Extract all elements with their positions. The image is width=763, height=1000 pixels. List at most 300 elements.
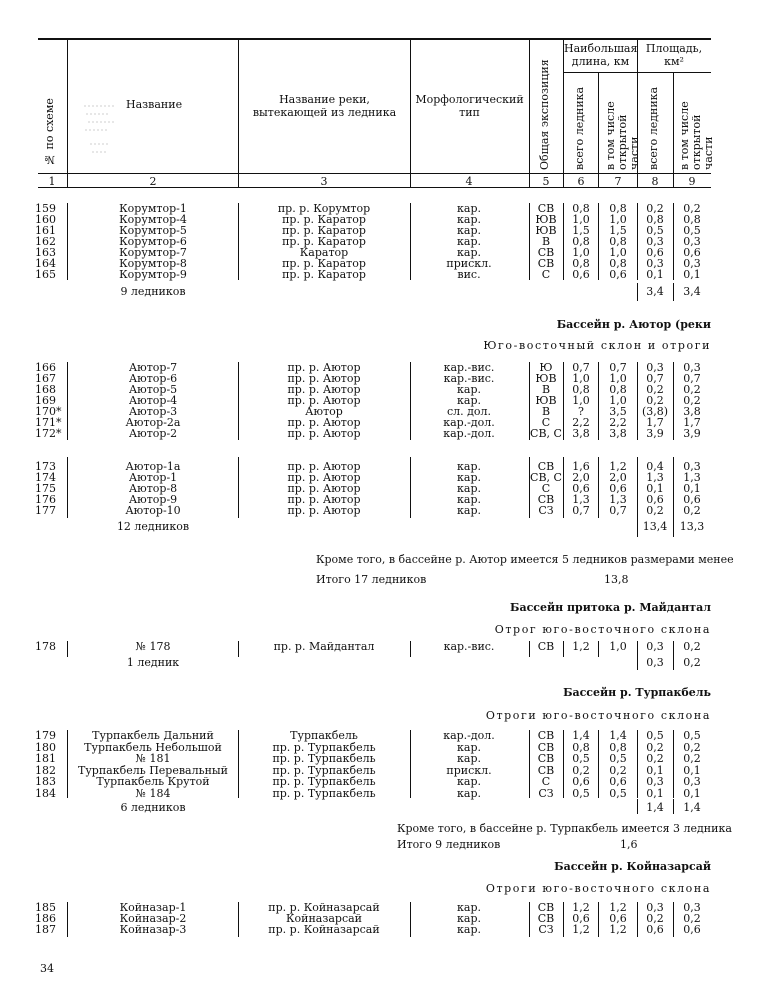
summary-area-total: 1,4 — [646, 801, 664, 814]
glacier-name: Турпакбель Крутой — [96, 775, 210, 788]
col-divider — [637, 457, 638, 518]
river-name: пр. р. Аютор — [287, 460, 361, 473]
morph-type: кар.-дол. — [443, 416, 495, 429]
col-divider — [410, 203, 411, 280]
length-open: 1,0 — [609, 246, 627, 259]
area-open: 0,3 — [683, 235, 701, 248]
col-divider — [637, 799, 638, 814]
length-total: 0,6 — [572, 775, 590, 788]
row-number: 177 — [35, 504, 56, 517]
area-total: 0,3 — [646, 235, 664, 248]
summary-area-total: 3,4 — [646, 285, 664, 298]
col-divider — [637, 641, 638, 657]
row-number: 174 — [35, 471, 56, 484]
col-divider — [238, 457, 239, 518]
length-open: 0,6 — [609, 775, 627, 788]
col-divider — [67, 362, 68, 440]
exposure: В — [541, 405, 551, 418]
river-name: пр. р. Аютор — [287, 427, 361, 440]
row-number: 164 — [35, 257, 56, 270]
area-open: 0,6 — [683, 923, 701, 936]
turp-total-value: 1,6 — [620, 838, 638, 851]
summary-label: 12 ледников — [116, 520, 190, 533]
length-total: 1,6 — [572, 460, 590, 473]
page-number: 34 — [40, 962, 54, 975]
col-divider — [529, 902, 530, 937]
col-divider — [67, 457, 68, 518]
col-divider — [563, 641, 564, 657]
area-open: 0,2 — [683, 740, 701, 754]
colnum: 7 — [614, 175, 622, 188]
length-total: 1,3 — [572, 493, 590, 506]
area-total: 0,3 — [646, 257, 664, 270]
area-open: 0,2 — [683, 202, 701, 215]
area-open: 0,7 — [683, 372, 701, 385]
col-divider — [598, 730, 599, 798]
col-divider — [598, 457, 599, 518]
row-number: 163 — [35, 246, 56, 259]
length-open: 1,0 — [609, 372, 627, 385]
glacier-name: Койназар-3 — [119, 923, 187, 936]
area-total: 0,4 — [646, 460, 664, 473]
glacier-name: Аютор-1 — [128, 471, 178, 484]
area-total: 0,8 — [646, 213, 664, 226]
length-total: 2,0 — [572, 471, 590, 484]
colnum: 1 — [48, 175, 56, 188]
area-open: 3,8 — [683, 405, 701, 418]
area-open: 0,5 — [683, 729, 701, 742]
section-sub-maid: Отрог юго-восточного склона — [494, 623, 711, 636]
river-name: пр. р. Турпакбель — [272, 775, 376, 788]
aiutor-note: Кроме того, в бассейне р. Аютор имеется 5 ледников размерами менее — [316, 553, 734, 566]
col-divider — [529, 730, 530, 798]
row-number: 185 — [35, 901, 56, 914]
col-divider — [529, 203, 530, 280]
length-total: 0,8 — [572, 383, 590, 396]
length-open: 0,6 — [609, 912, 627, 925]
morph-type: сл. дол. — [446, 405, 492, 418]
area-total: 0,7 — [646, 372, 664, 385]
header-river: Название реки, вытекающей из ледника — [252, 93, 397, 119]
row-number: 162 — [35, 235, 56, 248]
exposure: СВ, С — [530, 471, 562, 484]
river-name: Турпакбель — [290, 729, 358, 742]
morph-type: вис. — [457, 268, 481, 281]
length-open: 0,5 — [609, 752, 627, 765]
glacier-name: Корумтор-9 — [119, 268, 187, 281]
river-name: пр. р. Каратор — [282, 235, 366, 248]
area-total: 0,2 — [646, 912, 664, 925]
section-title-maid: Бассейн притока р. Майдантал — [510, 601, 711, 614]
morph-type: кар. — [457, 460, 481, 473]
area-total: 0,2 — [646, 394, 664, 407]
col-divider — [637, 283, 638, 301]
glacier-name: Корумтор-4 — [119, 213, 187, 226]
header-area-open: в том числе открытой части — [678, 101, 715, 170]
glacier-name: Корумтор-7 — [119, 246, 187, 259]
morph-type: кар. — [457, 235, 481, 248]
glacier-name: Аютор-1а — [125, 460, 181, 473]
length-total: 1,2 — [572, 901, 590, 914]
area-open: 0,3 — [683, 361, 701, 374]
glacier-name: Корумтор-1 — [119, 202, 187, 215]
glacier-name: № 181 — [135, 752, 171, 765]
row-number: 176 — [35, 493, 56, 506]
exposure: СЗ — [538, 923, 554, 936]
col-divider — [673, 902, 674, 937]
length-open: 3,8 — [609, 427, 627, 440]
col-divider — [673, 656, 674, 670]
length-open: 3,5 — [609, 405, 627, 418]
col-divider — [563, 457, 564, 518]
col-divider — [673, 203, 674, 280]
summary-area-open: 0,2 — [683, 656, 701, 669]
morph-type: кар.-вис. — [443, 372, 495, 385]
length-total: 0,8 — [572, 235, 590, 248]
exposure: СВ — [537, 493, 555, 506]
morph-type: прискл. — [446, 257, 492, 270]
col-divider — [673, 518, 674, 537]
summary-label: 6 ледников — [120, 801, 186, 814]
col-divider — [673, 799, 674, 814]
morph-type: кар. — [457, 740, 481, 754]
area-total: 0,1 — [646, 763, 664, 777]
river-name: пр. р. Майдантал — [273, 640, 375, 653]
summary-area-total: 13,4 — [642, 520, 668, 533]
exposure: ЮВ — [535, 394, 557, 407]
area-open: 0,5 — [683, 224, 701, 237]
length-open: 0,8 — [609, 235, 627, 248]
area-total: 1,3 — [646, 471, 664, 484]
summary-area-open: 1,4 — [683, 801, 701, 814]
morph-type: кар. — [457, 786, 481, 800]
col-divider — [410, 641, 411, 657]
morph-type: кар.-дол. — [443, 427, 495, 440]
area-total: 0,6 — [646, 246, 664, 259]
col-divider — [637, 362, 638, 440]
glacier-name: Аютор-8 — [128, 482, 178, 495]
col-divider — [529, 457, 530, 518]
header-length-group — [564, 42, 637, 68]
header-area-group-text: Площадь, км² — [645, 42, 703, 68]
subheader-rule — [563, 72, 711, 73]
length-open: 0,8 — [609, 257, 627, 270]
length-open: 1,5 — [609, 224, 627, 237]
exposure: СВ — [537, 763, 555, 777]
morph-type: кар. — [457, 504, 481, 517]
morph-type: прискл. — [446, 763, 492, 777]
length-open: 1,2 — [609, 460, 627, 473]
exposure: СВ — [537, 202, 555, 215]
summary-area-total: 0,3 — [646, 656, 664, 669]
glacier-name: Аютор-2а — [125, 416, 181, 429]
header-area-total: всего ледника — [647, 86, 660, 170]
row-number: 166 — [35, 361, 56, 374]
col-divider — [673, 362, 674, 440]
length-open: 0,8 — [609, 202, 627, 215]
col-divider — [410, 38, 411, 187]
row-number: 168 — [35, 383, 56, 396]
header-morph: Морфологический тип — [415, 93, 524, 119]
morph-type: кар. — [457, 202, 481, 215]
exposure: СЗ — [538, 504, 554, 517]
area-total: 0,6 — [646, 923, 664, 936]
length-total: 0,5 — [572, 752, 590, 765]
col-divider — [238, 902, 239, 937]
glacier-name: № 178 — [135, 640, 171, 653]
exposure: В — [541, 235, 551, 248]
morph-type: кар. — [457, 246, 481, 259]
table-top-rule — [38, 38, 711, 40]
river-name: пр. р. Турпакбель — [272, 786, 376, 800]
section-sub-koi: Отроги юго-восточного склона — [485, 882, 711, 895]
length-open: 1,0 — [609, 394, 627, 407]
header-length-total: всего ледника — [573, 86, 586, 170]
exposure: С — [541, 482, 551, 495]
row-number: 175 — [35, 482, 56, 495]
col-divider — [238, 203, 239, 280]
col-divider — [598, 362, 599, 440]
col-divider — [673, 73, 674, 187]
river-name: пр. р. Аютор — [287, 493, 361, 506]
section-sub-turp: Отроги юго-восточного склона — [485, 709, 711, 722]
col-divider — [563, 902, 564, 937]
area-total: 0,2 — [646, 202, 664, 215]
morph-type: кар.-дол. — [443, 729, 495, 742]
col-divider — [410, 362, 411, 440]
col-divider — [238, 641, 239, 657]
river-name: пр. р. Каратор — [282, 268, 366, 281]
glacier-name: Аютор-3 — [128, 405, 178, 418]
row-number: 165 — [35, 268, 56, 281]
glacier-name: № 184 — [135, 786, 171, 800]
length-total: 1,5 — [572, 224, 590, 237]
length-total: 0,6 — [572, 482, 590, 495]
section-title-aiutor: Бассейн р. Аютор (реки — [556, 318, 711, 331]
row-number: 171* — [35, 416, 62, 429]
area-total: 0,3 — [646, 901, 664, 914]
aiutor-total-value: 13,8 — [604, 573, 629, 586]
area-open: 0,6 — [683, 493, 701, 506]
exposure: СВ — [537, 460, 555, 473]
row-number: 184 — [35, 786, 56, 800]
col-divider — [238, 730, 239, 798]
glacier-name: Турпакбель Перевальный — [77, 763, 229, 777]
morph-type: кар. — [457, 912, 481, 925]
river-name: Каратор — [299, 246, 349, 259]
area-total: 0,5 — [646, 729, 664, 742]
glacier-name: Аютор-7 — [128, 361, 178, 374]
length-total: 1,4 — [572, 729, 590, 742]
section-title-koi: Бассейн р. Койназарсай — [554, 860, 711, 873]
header-bottom-rule — [38, 173, 711, 174]
river-name: пр. р. Аютор — [287, 482, 361, 495]
river-name: пр. р. Аютор — [287, 471, 361, 484]
area-open: 1,7 — [683, 416, 701, 429]
header-num: № по схеме — [43, 98, 56, 166]
length-total: ? — [578, 405, 584, 418]
row-number: 181 — [35, 752, 56, 765]
aiutor-total: Итого 17 ледников — [316, 573, 427, 586]
length-open: 1,4 — [609, 729, 627, 742]
summary-area-open: 3,4 — [683, 285, 701, 298]
col-divider — [637, 902, 638, 937]
section-title-turp: Бассейн р. Турпакбель — [563, 686, 711, 699]
exposure: СЗ — [538, 786, 554, 800]
header-name: Название — [126, 98, 183, 111]
row-number: 186 — [35, 912, 56, 925]
exposure: СВ — [537, 901, 555, 914]
row-number: 178 — [35, 640, 56, 653]
glacier-name: Аютор-4 — [128, 394, 178, 407]
glacier-name: Койназар-2 — [119, 912, 187, 925]
area-open: 0,1 — [683, 786, 701, 800]
col-divider — [410, 730, 411, 798]
exposure: С — [541, 416, 551, 429]
length-open: 0,6 — [609, 482, 627, 495]
river-name: пр. р. Турпакбель — [272, 752, 376, 765]
row-number: 167 — [35, 372, 56, 385]
morph-type: кар. — [457, 394, 481, 407]
col-divider — [67, 730, 68, 798]
area-open: 0,3 — [683, 460, 701, 473]
col-divider — [637, 730, 638, 798]
col-divider — [563, 730, 564, 798]
exposure: ЮВ — [535, 372, 557, 385]
col-divider — [598, 203, 599, 280]
area-open: 0,2 — [683, 394, 701, 407]
length-open: 0,2 — [609, 763, 627, 777]
glacier-name: Турпакбель Дальний — [92, 729, 214, 742]
row-number: 160 — [35, 213, 56, 226]
col-divider — [598, 641, 599, 657]
river-name: пр. р. Аютор — [287, 504, 361, 517]
morph-type: кар. — [457, 493, 481, 506]
exposure: ЮВ — [535, 213, 557, 226]
glacier-name: Аютор-6 — [128, 372, 178, 385]
river-name: пр. р. Каратор — [282, 213, 366, 226]
area-total: 0,2 — [646, 752, 664, 765]
row-number: 172* — [35, 427, 62, 440]
morph-type: кар. — [457, 383, 481, 396]
morph-type: кар. — [457, 471, 481, 484]
glacier-name: Аютор-5 — [128, 383, 178, 396]
length-total: 0,8 — [572, 202, 590, 215]
col-divider — [563, 362, 564, 440]
area-total: 0,2 — [646, 504, 664, 517]
section-sub-aiutor: Юго-восточный склон и отроги — [483, 339, 711, 352]
col-divider — [673, 730, 674, 798]
river-name: пр. р. Турпакбель — [272, 763, 376, 777]
area-total: 0,2 — [646, 383, 664, 396]
header-length-open: в том числе открытой части — [604, 101, 641, 170]
area-total: 0,3 — [646, 640, 664, 653]
length-total: 3,8 — [572, 427, 590, 440]
area-total: 3,9 — [646, 427, 664, 440]
length-total: 2,2 — [572, 416, 590, 429]
row-number: 159 — [35, 202, 56, 215]
river-name: пр. р. Аютор — [287, 383, 361, 396]
row-number: 180 — [35, 740, 56, 754]
col-divider — [673, 283, 674, 301]
header-expo: Общая экспозиция — [538, 59, 551, 170]
col-divider — [67, 38, 68, 187]
morph-type: кар. — [457, 923, 481, 936]
turp-total: Итого 9 ледников — [397, 838, 501, 851]
area-open: 0,3 — [683, 257, 701, 270]
length-total: 1,0 — [572, 213, 590, 226]
length-total: 1,0 — [572, 246, 590, 259]
colnum: 6 — [577, 175, 585, 188]
length-total: 0,6 — [572, 912, 590, 925]
glacier-name: Корумтор-6 — [119, 235, 187, 248]
length-open: 1,0 — [609, 640, 627, 653]
area-total: 0,3 — [646, 361, 664, 374]
area-open: 0,2 — [683, 912, 701, 925]
area-open: 3,9 — [683, 427, 701, 440]
length-total: 1,2 — [572, 923, 590, 936]
length-open: 1,2 — [609, 901, 627, 914]
area-total: 0,2 — [646, 740, 664, 754]
colnum: 4 — [465, 175, 473, 188]
exposure: СВ — [537, 729, 555, 742]
exposure: Ю — [539, 361, 553, 374]
river-name: пр. р. Каратор — [282, 257, 366, 270]
length-total: 0,2 — [572, 763, 590, 777]
morph-type: кар. — [457, 752, 481, 765]
morph-type: кар.-вис. — [443, 640, 495, 653]
length-total: 1,0 — [572, 372, 590, 385]
glacier-name: Аютор-9 — [128, 493, 178, 506]
summary-label: 9 ледников — [120, 285, 186, 298]
row-number: 183 — [35, 775, 56, 788]
area-open: 1,3 — [683, 471, 701, 484]
glacier-name: Корумтор-5 — [119, 224, 187, 237]
length-total: 0,5 — [572, 786, 590, 800]
row-number: 173 — [35, 460, 56, 473]
area-open: 0,6 — [683, 246, 701, 259]
length-open: 0,5 — [609, 786, 627, 800]
exposure: СВ — [537, 246, 555, 259]
turp-note: Кроме того, в бассейне р. Турпакбель имеется 3 ледника — [397, 822, 732, 835]
col-divider — [410, 902, 411, 937]
summary-label: 1 ледник — [126, 656, 180, 669]
length-total: 0,6 — [572, 268, 590, 281]
colnum: 3 — [320, 175, 328, 188]
glacier-name: Турпакбель Небольшой — [84, 740, 222, 754]
exposure: СВ — [537, 640, 555, 653]
colnum-bottom-rule — [38, 187, 711, 188]
col-divider — [673, 457, 674, 518]
exposure: СВ, С — [530, 427, 562, 440]
col-divider — [637, 656, 638, 670]
length-total: 1,0 — [572, 394, 590, 407]
exposure: С — [541, 775, 551, 788]
morph-type: кар.-вис. — [443, 361, 495, 374]
river-name: пр. р. Каратор — [282, 224, 366, 237]
col-divider — [67, 641, 68, 657]
col-divider — [598, 73, 599, 187]
exposure: СВ — [537, 752, 555, 765]
exposure: ЮВ — [535, 224, 557, 237]
col-divider — [637, 518, 638, 537]
col-divider — [238, 38, 239, 187]
area-total: 0,5 — [646, 224, 664, 237]
colnum: 5 — [542, 175, 550, 188]
col-divider — [67, 902, 68, 937]
length-total: 0,7 — [572, 361, 590, 374]
length-open: 2,2 — [609, 416, 627, 429]
